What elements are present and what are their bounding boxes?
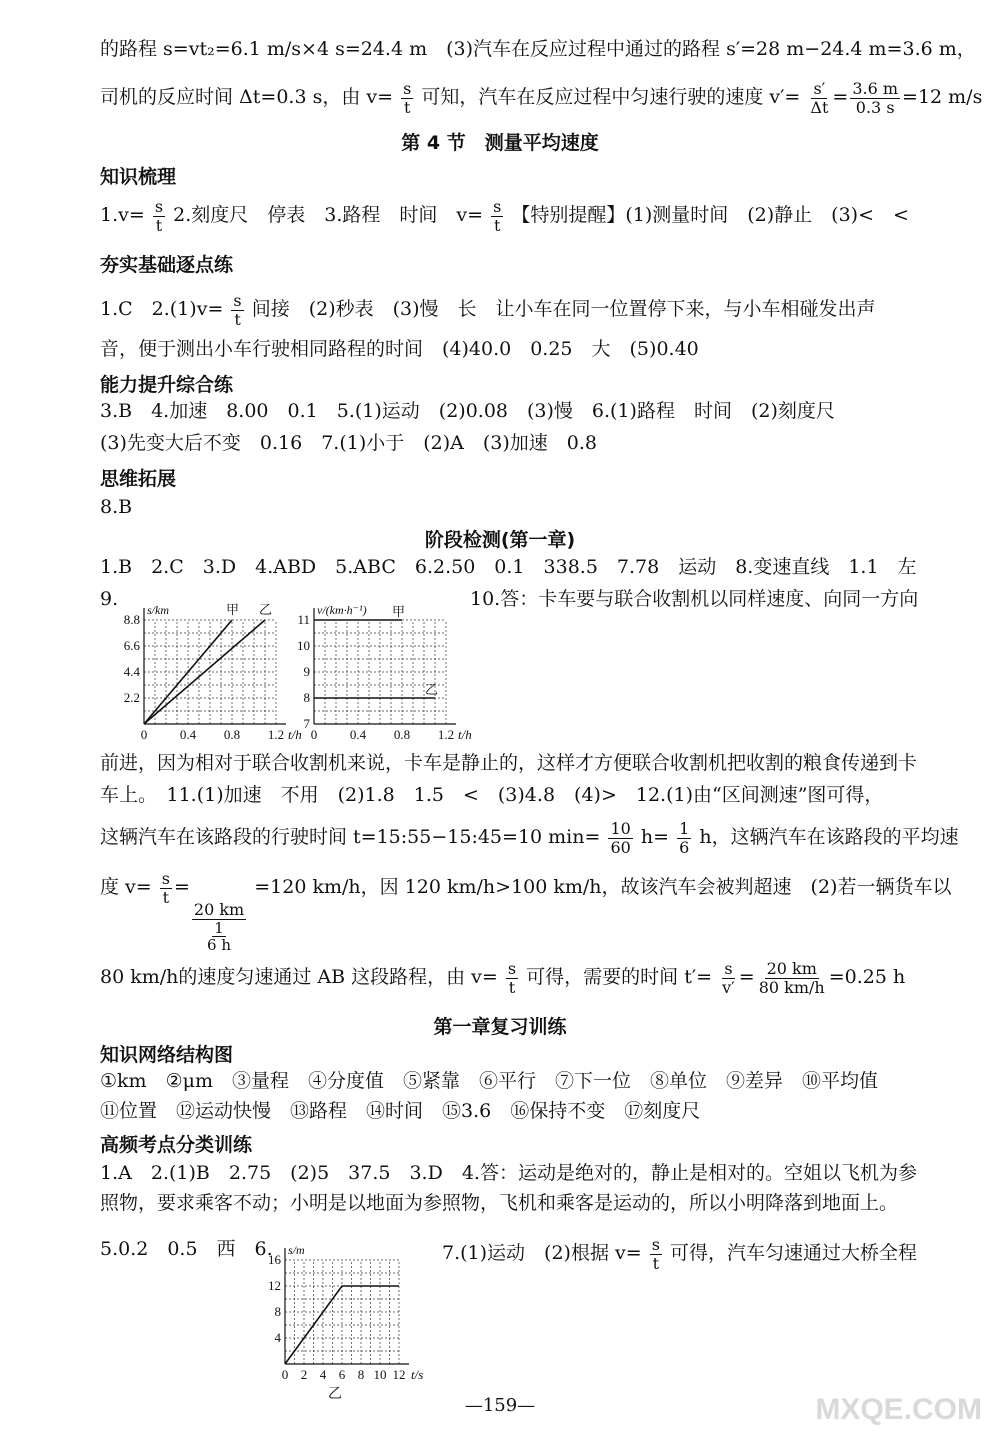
x-tick-label: 0.4 (349, 727, 367, 742)
fraction-numerator: s′ (813, 79, 826, 98)
y-tick-label: 7 (303, 716, 310, 731)
fraction (231, 292, 243, 328)
fraction-numerator: s (724, 959, 733, 978)
fraction (650, 1236, 662, 1272)
text-segment: 7.(1)运动 (2)根据 v= (442, 1242, 642, 1265)
y-tick-label: 9 (303, 664, 310, 679)
fraction-numerator: 1 (679, 819, 690, 838)
fraction-denominator: t (652, 1253, 660, 1273)
series-label: 乙 (259, 602, 273, 617)
text-line: (3)先变大后不变 0.16 7.(1)小于 (2)A (3)加速 0.8 (100, 432, 598, 454)
fraction-denominator: 6 h (207, 936, 232, 955)
text-line: ①km ②μm ③量程 ④分度值 ⑤紧靠 ⑥平行 ⑦下一位 ⑧单位 ⑨差异 ⑩平均值 (100, 1070, 878, 1092)
fraction-numerator: s (507, 959, 517, 978)
text-line: 5.0.2 0.5 西 6. (100, 1238, 273, 1260)
fraction-denominator: t (493, 215, 501, 235)
x-tick-label: 0 (140, 727, 148, 742)
fraction-denominator: t (508, 977, 516, 997)
fraction (850, 80, 900, 116)
fraction (160, 870, 172, 906)
text-segment: 司机的反应时间 Δt=0.3 s，由 v= (100, 86, 394, 109)
fraction-denominator (201, 920, 237, 954)
fraction-denominator: t (403, 97, 411, 117)
text-line: 1.A 2.(1)B 2.75 (2)5 37.5 3.D 4.答：运动是绝对的，静止是相对的。空姐以飞机为参 (100, 1162, 917, 1184)
text-line: 10.答：卡车要与联合收割机以同样速度、向同一方向 (470, 588, 919, 610)
text-line: 1.B 2.C 3.D 4.ABD 5.ABC 6.2.50 0.1 338.5 7.78 运动 8.变速直线 1.1 左 (100, 556, 917, 578)
fraction-numerator: s (233, 291, 242, 310)
text-line: 的路程 s=vt₂=6.1 m/s×4 s=24.4 m (3)汽车在反应过程中通过的路程 s′=28 m−24.4 m=3.6 m， (100, 38, 976, 60)
y-tick-label: 8.8 (123, 612, 140, 627)
fraction-denominator: t (234, 309, 241, 329)
text-line: 度 v= $\frac{s}{t}$ = $\frac{20 km}{\frac{1}{6 h}}$ =120 km/h，因 120 km/h>100 km/h，故该汽车会被判超速 (2)若一辆货车以 (100, 869, 952, 955)
y-tick-label: 10 (297, 638, 310, 653)
text-line: 车上。 11.(1)加速 不用 (2)1.8 1.5 < (3)4.8 (4)> 12.(1)由“区间测速”图可得， (100, 784, 884, 806)
text-segment: 2.刻度尺 停表 3.路程 时间 v= (173, 204, 484, 227)
series-label: 甲 (392, 604, 406, 619)
x-tick-label: 1.2 (437, 727, 455, 742)
x-tick-label: 8 (357, 1367, 365, 1382)
y-tick-label: 12 (268, 1278, 281, 1293)
fraction (153, 198, 165, 234)
x-axis-label: t/h (288, 727, 302, 742)
y-tick-label: 6.6 (123, 638, 140, 653)
x-tick-label: 2 (300, 1367, 308, 1382)
text-line: 照物，要求乘客不动；小明是以地面为参照物，飞机和乘客是运动的，所以小明降落到地面上。 (100, 1192, 899, 1214)
text-segment: h，这辆汽车在该路段的平均速 (699, 826, 959, 849)
fraction (757, 960, 827, 996)
text-line: 音，便于测出小车行驶相同路程的时间 (4)40.0 0.25 大 (5)0.40 (100, 338, 699, 360)
text-segment: 这辆汽车在该路段的行驶时间 t=15:55−15:45=10 min= (100, 826, 601, 849)
series-line (144, 620, 265, 724)
fraction (401, 80, 413, 116)
heading-knowledge: 知识梳理 (100, 166, 177, 188)
x-tick-label: 0.8 (223, 727, 241, 742)
fraction-denominator: Δt (810, 97, 829, 117)
fraction-numerator: s (493, 197, 502, 216)
fraction (808, 80, 830, 116)
question-number: 9. (100, 588, 119, 610)
y-tick-label: 2.2 (123, 690, 140, 705)
fraction-numerator: 10 (610, 819, 631, 838)
chart-distance-time-6 (255, 1232, 435, 1402)
y-axis-label: s/m (288, 1243, 305, 1257)
page-number: —159— (464, 1395, 536, 1416)
section-title: 第一章复习训练 (433, 1016, 567, 1038)
text-segment: =0.25 h (828, 966, 906, 989)
fraction (491, 198, 503, 234)
x-tick-label: 0 (310, 727, 318, 742)
text-segment: 可得，需要的时间 t′= (526, 966, 713, 989)
x-tick-label: 6 (338, 1367, 346, 1382)
text-segment: 度 v= (100, 876, 152, 899)
text-line: 80 km/h的速度匀速通过 AB 这段路程，由 v= $\frac{s}{t}$ 可得，需要的时间 t′= $\frac{s}{v'}$ = $\frac{20 km}{80 km/h}$ =0.25 h (100, 959, 906, 997)
text-segment: =120 km/h，因 120 km/h>100 km/h，故该汽车会被判超速 (2)若一辆货车以 (254, 876, 952, 899)
y-axis-label: v/(km·h⁻¹) (317, 603, 367, 617)
fraction-denominator: 6 (679, 837, 690, 857)
text-line (100, 198, 909, 234)
fraction-denominator: 60 (610, 837, 631, 857)
text-segment: 间接 (2)秒表 (3)慢 长 让小车在同一位置停下来，与小车相碰发出声 (251, 298, 876, 321)
series-label: 乙 (425, 682, 439, 697)
y-tick-label: 8 (303, 690, 310, 705)
y-tick-label: 11 (297, 612, 310, 627)
y-axis-label: s/km (147, 603, 169, 617)
text-line (100, 292, 876, 328)
x-tick-label: 0.8 (393, 727, 411, 742)
x-tick-label: 10 (373, 1367, 387, 1382)
x-tick-label: 1.2 (267, 727, 285, 742)
y-tick-label: 4.4 (123, 664, 140, 679)
text-segment: h= (640, 826, 670, 849)
watermark: MXQE.COM (815, 1393, 982, 1426)
heading-network: 知识网络结构图 (100, 1044, 234, 1066)
x-tick-label: 0 (281, 1367, 289, 1382)
heading-thinking: 思维拓展 (100, 468, 177, 490)
text-segment: 1.v= (100, 204, 145, 227)
fraction-denominator: t (155, 215, 163, 235)
chart-distance-time (108, 592, 302, 744)
text-segment: 12 m/s (917, 86, 983, 109)
fraction-denominator: t (162, 887, 170, 907)
fraction (506, 960, 518, 996)
fraction-denominator: 0.3 s (855, 97, 895, 117)
grid (285, 1260, 399, 1364)
fraction-numerator: 3.6 m (852, 79, 899, 98)
fraction (205, 920, 233, 954)
text-line: 8.B (100, 496, 133, 518)
heading-ability: 能力提升综合练 (100, 374, 234, 396)
fraction-numerator: s (161, 869, 170, 888)
fraction-denominator: 80 km/h (758, 977, 825, 997)
fraction (677, 820, 691, 856)
text-segment: 1.C 2.(1)v= (100, 298, 224, 321)
x-tick-label: 12 (392, 1367, 406, 1382)
text-segment: 可得，汽车匀速通过大桥全程 (669, 1242, 917, 1265)
text-segment: 可知，汽车在反应过程中匀速行驶的速度 v′= (421, 86, 801, 109)
heading-basics: 夯实基础逐点练 (100, 254, 234, 276)
fraction-denominator: v′ (722, 977, 735, 997)
fraction (720, 960, 737, 996)
fraction-numerator: 20 km (766, 959, 817, 978)
chart-caption: 乙 (328, 1387, 342, 1402)
fraction (192, 901, 246, 954)
grid (314, 620, 446, 724)
x-axis-label: t/s (411, 1367, 424, 1382)
section-title: 第 4 节 测量平均速度 (401, 132, 599, 154)
text-line: 前进，因为相对于联合收割机来说，卡车是静止的，这样才方便联合收割机把收割的粮食传递到卡 (100, 752, 918, 774)
fraction-numerator: s (154, 197, 164, 216)
text-line: ⑪位置 ⑫运动快慢 ⑬路程 ⑭时间 ⑮3.6 ⑯保持不变 ⑰刻度尺 (100, 1100, 701, 1122)
text-segment: 80 km/h的速度匀速通过 AB 这段路程，由 v= (100, 966, 498, 989)
y-tick-label: 8 (274, 1304, 281, 1319)
grid (144, 620, 276, 724)
section-title: 阶段检测(第一章) (424, 529, 576, 551)
fraction (608, 820, 632, 856)
y-tick-label: 4 (274, 1330, 281, 1345)
text-line: 司机的反应时间 Δt=0.3 s，由 v= $\frac{s}{t}$ 可知，汽车在反应过程中匀速行驶的速度 v′= $\frac{s'}{\Delta t}$ = $\frac{3.6 m}{0.3 s}$ =12 m/s (100, 79, 983, 117)
chart-velocity-time (290, 592, 472, 744)
fraction-numerator: 1 (214, 918, 224, 937)
x-tick-label: 0.4 (179, 727, 197, 742)
fraction-numerator: s (651, 1235, 660, 1254)
y-tick-label: 16 (268, 1252, 281, 1267)
text-line: 3.B 4.加速 8.00 0.1 5.(1)运动 (2)0.08 (3)慢 6.(1)路程 时间 (2)刻度尺 (100, 400, 835, 422)
fraction-numerator: 20 km (193, 900, 245, 920)
heading-frequent: 高频考点分类训练 (100, 1134, 253, 1156)
text-segment: 【特别提醒】(1)测量时间 (2)静止 (3)< < (511, 204, 909, 227)
fraction-numerator: s (403, 79, 412, 98)
x-axis-label: t/h (458, 727, 472, 742)
text-line (100, 820, 959, 856)
text-line (442, 1236, 917, 1272)
x-tick-label: 4 (319, 1367, 327, 1382)
series-label: 甲 (226, 602, 240, 617)
